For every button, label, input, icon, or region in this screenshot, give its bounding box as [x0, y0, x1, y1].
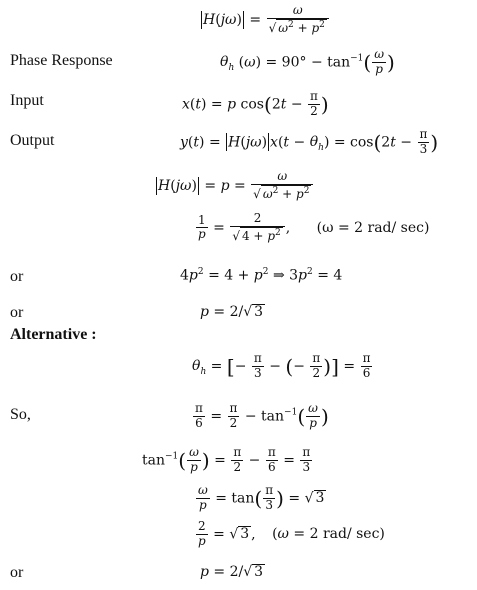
so-label: So, — [10, 406, 31, 423]
or-label-1: or — [10, 268, 24, 285]
input-equation: x(t) = p cos(2t − $\frac{\pi}{2}$ ) — [182, 89, 329, 118]
magnitude-p-equation: H(jω) = p = $\frac{\omega}{√ \omega^2 + p^2}$ — [155, 170, 314, 202]
theta-alternative-equation: $\theta_h$ = [− $\frac{\pi}{3}$ − (− $\frac{\pi}{2}$ )] = $\frac{\pi}{6}$ — [192, 351, 371, 380]
or-label-3: or — [10, 564, 24, 581]
tan-inverse-equation: $\tan^{-1}$( $\frac{\omega}{p}$ ) = $\frac{\pi}{2}$ − $\frac{\pi}{6}$ = $\frac{\pi}{3}$ — [142, 445, 311, 474]
magnitude-equation: H(jω) = $\frac{\omega}{√ \omega^2 + p^2}$ — [200, 4, 330, 36]
or-label-2: or — [10, 304, 24, 321]
so-equation: $\frac{\pi}{6}$ = $\frac{\pi}{2}$ − $\tan^{-1}$( $\frac{\omega}{p}$ ) — [195, 401, 329, 430]
phase-equation: $\theta_h$ $(\omega) = 90^\circ - \tan^{-1}$( $\frac{\omega}{p}$ ) — [220, 47, 395, 76]
four-p-squared-equation: $4p^2 = 4 + p^2$ ⇒ $3p^2 = 4$ — [180, 267, 343, 284]
p-value-equation-2: p = 2/√ 3 — [200, 564, 264, 580]
input-label: Input — [10, 92, 44, 109]
omega-over-p-equation: $\frac{\omega}{p}$ = tan( $\frac{\pi}{3}$ ) = √ 3 — [198, 483, 325, 512]
output-label: Output — [10, 132, 55, 149]
alternative-label: Alternative : — [10, 326, 97, 343]
output-equation: y(t) = H(jω) $x(t - \theta_h) = \cos(2t$ − $\frac{\pi}{3}$ ) — [180, 127, 439, 156]
inverse-p-equation: $\frac{1}{p}$ = $\frac{2}{√ 4 + p^2}$ , (ω = 2 rad/ sec) — [198, 211, 430, 243]
p-value-equation-1: p = 2/√ 3 — [200, 304, 264, 320]
phase-response-label: Phase Response — [10, 52, 113, 69]
two-over-p-equation: $\frac{2}{p}$ = √ 3 , (ω = 2 rad/ sec) — [198, 519, 385, 548]
